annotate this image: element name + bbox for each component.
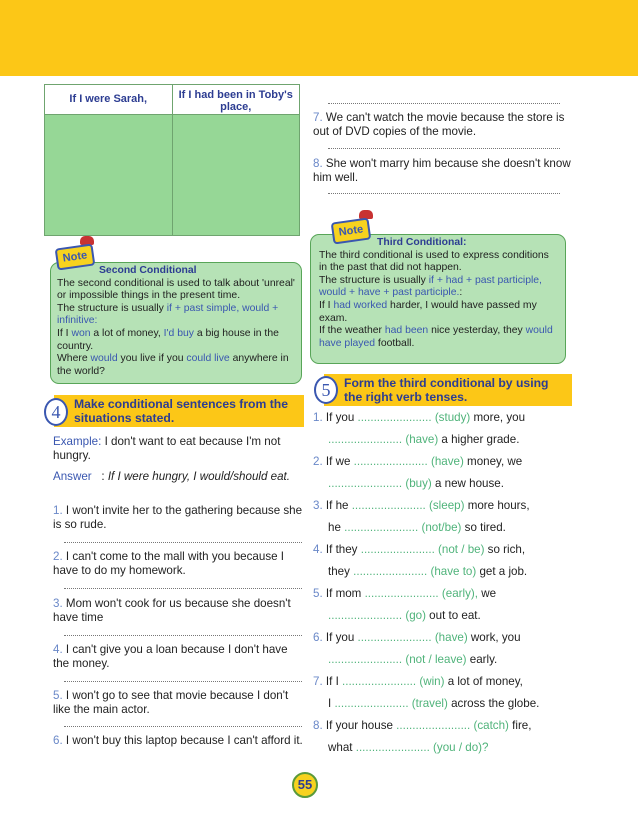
note-title: Third Conditional: xyxy=(377,237,467,248)
table-cell-2 xyxy=(173,115,300,235)
answer-line: Answer : If I were hungry, I would/should eat. xyxy=(53,470,290,483)
blank[interactable]: ....................... xyxy=(328,477,403,490)
exercise-5-item-4-line-2: they ....................... (have to) get a job. xyxy=(328,565,528,578)
blank[interactable]: ....................... xyxy=(334,697,409,710)
answer-line-4-4[interactable] xyxy=(64,681,302,682)
note-text-1: The second conditional is used to talk about 'unreal' or impossible things in the present time. xyxy=(57,277,295,302)
exercise-5-item-3-line-2: he ....................... (not/be) so tired. xyxy=(328,521,506,534)
exercise-5-item-3: 3. If he ....................... (sleep) more hours, xyxy=(313,499,530,512)
note-text-4: If the weather had been nice yesterday, they would have played football. xyxy=(319,325,553,349)
exercise-4-item-7: 7. We can't watch the movie because the store is out of DVD copies of the movie. xyxy=(313,111,565,138)
section-4-title: Make conditional sentences from the situations stated. xyxy=(54,395,304,427)
table-cell-1 xyxy=(45,115,173,235)
note-text-2: The structure is usually if + past simple, would + infinitive: xyxy=(57,302,279,327)
note-text-4: Where would you live if you could live anywhere in the world? xyxy=(57,353,289,377)
blank[interactable]: ....................... xyxy=(353,455,428,468)
exercise-4-item-2: 2. I can't come to the mall with you because I have to do my homework. xyxy=(53,550,285,577)
table-col-toby: If I had been in Toby's place, xyxy=(178,89,293,113)
table-col-sarah: If I were Sarah, xyxy=(45,85,173,114)
exercise-4-item-1: 1. I won't invite her to the gathering because she is so rude. xyxy=(53,504,303,531)
answer-table xyxy=(44,84,300,236)
blank[interactable]: ....................... xyxy=(351,499,426,512)
second-conditional-note xyxy=(50,262,302,384)
exercise-4-item-4: 4. I can't give you a loan because I don't have the money. xyxy=(53,643,288,670)
answer-line-4-8[interactable] xyxy=(328,193,560,194)
exercise-5-item-5-line-2: ....................... (go) out to eat. xyxy=(328,609,481,622)
top-banner xyxy=(0,0,638,76)
exercise-4-item-8: 8. She won't marry him because she doesn't know him well. xyxy=(313,157,571,184)
answer-line-4-1[interactable] xyxy=(64,542,302,543)
answer-line-4-2[interactable] xyxy=(64,588,302,589)
answer-line-4-3[interactable] xyxy=(64,635,302,636)
blank[interactable]: ....................... xyxy=(342,675,417,688)
exercise-5-item-2: 2. If we ....................... (have) money, we xyxy=(313,455,523,468)
exercise-5-item-7: 7. If I ....................... (win) a lot of money, xyxy=(313,675,523,688)
exercise-5-item-7-line-2: I ....................... (travel) across the globe. xyxy=(328,697,540,710)
note-text-2: The structure is usually if + had + past participle, would + have + past participle.: xyxy=(319,274,542,299)
page-number: 55 xyxy=(292,772,318,798)
exercise-5-item-5: 5. If mom ....................... (early), we xyxy=(313,587,497,600)
section-4-number: 4 xyxy=(44,398,68,426)
blank[interactable]: ....................... xyxy=(328,433,403,446)
blank[interactable]: ....................... xyxy=(364,587,439,600)
answer-line-4-6[interactable] xyxy=(328,103,560,104)
blank[interactable]: ....................... xyxy=(360,543,435,556)
section-5-title: Form the third conditional by using the right verb tenses. xyxy=(324,374,572,406)
blank[interactable]: ....................... xyxy=(357,631,432,644)
blank[interactable]: ....................... xyxy=(396,719,471,732)
exercise-5-item-8-line-2: what ....................... (you / do)? xyxy=(328,741,489,754)
note-text-3: If I had worked harder, I would have passed my exam. xyxy=(319,299,537,324)
exercise-4-item-5: 5. I won't go to see that movie because I don't like the main actor. xyxy=(53,689,289,716)
third-conditional-note xyxy=(310,234,566,364)
answer-line-4-5[interactable] xyxy=(64,726,302,727)
exercise-5-item-6: 6. If you ....................... (have) work, you xyxy=(313,631,521,644)
note-title: Second Conditional xyxy=(99,265,197,276)
table-body xyxy=(45,115,299,235)
exercise-5-item-8: 8. If your house ....................... (catch) fire, xyxy=(313,719,532,732)
table-header xyxy=(45,85,299,115)
exercise-5-item-4: 4. If they ....................... (not / be) so rich, xyxy=(313,543,526,556)
exercise-5-item-1: 1. If you ....................... (study) more, you xyxy=(313,411,526,424)
exercise-5-item-6-line-2: ....................... (not / leave) early. xyxy=(328,653,498,666)
note-text-1: The third conditional is used to express conditions in the past that did not happen. xyxy=(319,249,549,274)
note-badge: Note xyxy=(331,217,372,244)
note-badge: Note xyxy=(55,243,96,270)
blank[interactable]: ....................... xyxy=(344,521,419,534)
exercise-5-item-1-line-2: ....................... (have) a higher grade. xyxy=(328,433,520,446)
blank[interactable]: ....................... xyxy=(355,741,430,754)
blank[interactable]: ....................... xyxy=(328,609,403,622)
note-text-3: If I won a lot of money, I'd buy a big house in the country. xyxy=(57,327,279,352)
exercise-4-item-6: 6. I won't buy this laptop because I can't afford it. xyxy=(53,734,303,747)
section-5-number: 5 xyxy=(314,376,338,404)
exercise-5-item-2-line-2: ....................... (buy) a new house. xyxy=(328,477,504,490)
answer-line-4-7[interactable] xyxy=(328,148,560,149)
blank[interactable]: ....................... xyxy=(328,653,403,666)
exercise-4-item-3: 3. Mom won't cook for us because she doesn't have time xyxy=(53,597,291,624)
example-line: Example: I don't want to eat because I'm not hungry. xyxy=(53,435,281,462)
blank[interactable]: ....................... xyxy=(353,565,428,578)
blank[interactable]: ....................... xyxy=(357,411,432,424)
